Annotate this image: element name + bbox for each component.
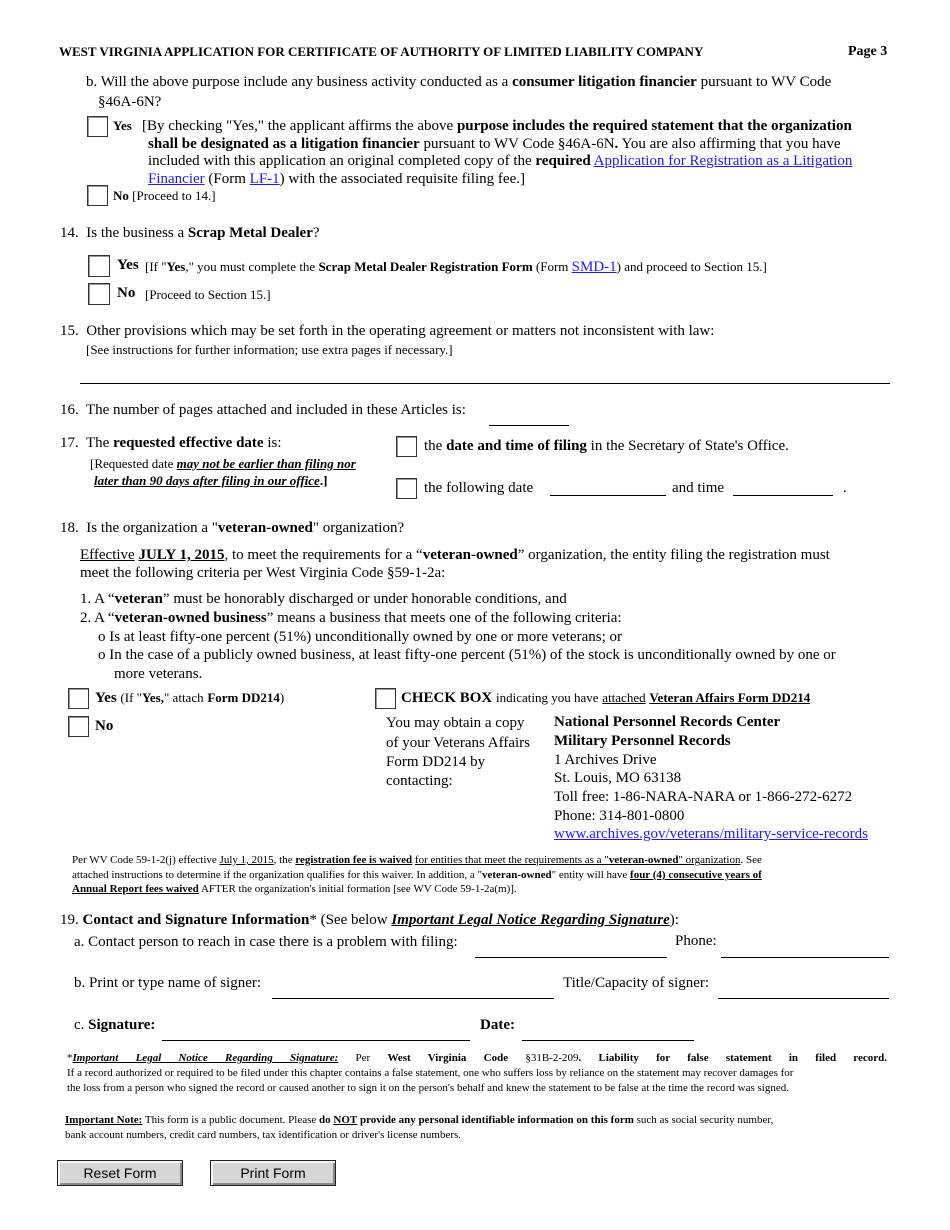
legal-notice-line-2: If a record authorized or required to be filed under this chapter contains a false statement, one who suffers loss by reliance on the statement may recover damages for	[67, 1067, 794, 1079]
q16-question: 16. The number of pages attached and included in these Articles is:	[60, 402, 466, 418]
contact-person-field[interactable]	[475, 957, 667, 958]
q18-criteria-1: 1. A “veteran” must be honorably discharged or under honorable conditions, and	[80, 591, 567, 607]
fee-note-line-2: attached instructions to determine if the organization qualifies for this waiver. In addition, a "veteran-owned" entity will have four (4) consecutive years of	[72, 869, 762, 881]
q17-time-field[interactable]	[733, 495, 833, 496]
q13b-yes-label: Yes	[113, 118, 132, 133]
q18-obtain-4: contacting:	[386, 773, 453, 789]
archives-link[interactable]: www.archives.gov/veterans/military-service-records	[554, 826, 868, 842]
q19-title-label: Title/Capacity of signer:	[563, 975, 710, 991]
q19-title: 19. Contact and Signature Information* (See below Important Legal Notice Regarding Signature):	[60, 912, 679, 928]
signature-field[interactable]	[162, 1040, 470, 1041]
q18-no-label: No	[95, 718, 114, 734]
q15-question: 15. Other provisions which may be set forth in the operating agreement or matters not inconsistent with law:	[60, 323, 715, 339]
q18-yes-checkbox[interactable]	[68, 688, 89, 709]
reset-form-button[interactable]: Reset Form	[57, 1160, 183, 1186]
q18-org-2: Military Personnel Records	[554, 733, 731, 749]
q13b-yes-text-3: included with this application an original completed copy of the required Application for Registration as a Litigation	[148, 153, 853, 169]
q18-obtain-2: of your Veterans Affairs	[386, 735, 530, 751]
q15-input-line[interactable]	[80, 383, 890, 384]
lf1-link[interactable]: LF-1	[249, 171, 280, 187]
q18-question: 18. Is the organization a "veteran-owned" organization?	[60, 520, 405, 536]
q13b-yes-text-1: [By checking "Yes," the applicant affirms the above purpose includes the required statement that the organization	[142, 118, 852, 134]
page-number: Page 3	[848, 44, 888, 59]
legal-notice-line-1: *Important Legal Notice Regarding Signature: Per West Virginia Code §31B-2-209. Liability for false statement in filed record.	[67, 1052, 888, 1064]
q13b-no-text: No [Proceed to 14.]	[113, 188, 216, 203]
q19-signer-label: b. Print or type name of signer:	[74, 975, 262, 991]
q19-signature-label: c. Signature:	[74, 1017, 156, 1033]
q17-option1-text: the date and time of filing in the Secretary of State's Office.	[424, 438, 789, 454]
q18-tollfree: Toll free: 1-86-NARA-NARA or 1-866-272-6272	[554, 789, 853, 805]
q18-obtain-3: Form DD214 by	[386, 754, 486, 770]
q18-criteria-2: 2. A “veteran-owned business” means a business that meets one of the following criteria:	[80, 610, 622, 626]
q18-bullet-2: o In the case of a publicly owned business, at least fifty-one percent (51%) of the stock is unconditionally owned by one or	[98, 647, 836, 663]
q17-note-1: [Requested date may not be earlier than filing nor	[90, 456, 356, 471]
phone-field[interactable]	[721, 957, 889, 958]
q13b-yes-text-2: shall be designated as a litigation financier pursuant to WV Code §46A-6N. You are also affirming that you have	[148, 136, 841, 152]
litigation-financier-link[interactable]: Financier	[148, 171, 205, 187]
q14-no-checkbox[interactable]	[88, 283, 110, 305]
q13b-question: b. Will the above purpose include any business activity conducted as a consumer litigation financier pursuant to WV Code	[86, 74, 832, 90]
signer-title-field[interactable]	[718, 998, 889, 999]
important-note-line-2: bank account numbers, credit card numbers, tax identification or driver's license numbers.	[65, 1129, 462, 1141]
q18-yes-text: Yes (If "Yes," attach Form DD214)	[95, 690, 285, 706]
q18-address-1: 1 Archives Drive	[554, 752, 657, 768]
q17-date-checkbox[interactable]	[396, 478, 417, 499]
q17-filing-checkbox[interactable]	[396, 436, 417, 457]
legal-notice-line-3: the loss from a person who signed the record or caused another to sign it on the person's behalf and knew the statement to be false at the time the record was signed.	[67, 1082, 789, 1094]
q18-dd214-checkbox[interactable]	[375, 688, 396, 709]
q14-no-label: No	[117, 285, 136, 301]
q14-yes-label: Yes	[117, 257, 139, 273]
q15-note: [See instructions for further information; use extra pages if necessary.]	[86, 342, 453, 357]
q17-note-2: later than 90 days after filing in our office.]	[94, 473, 328, 488]
q18-phone: Phone: 314-801-0800	[554, 808, 685, 824]
q19-phone-label: Phone:	[675, 933, 717, 949]
q18-effective-line-2: meet the following criteria per West Virginia Code §59-1-2a:	[80, 565, 446, 581]
q13b-yes-checkbox[interactable]	[87, 116, 108, 137]
smd1-link[interactable]: SMD-1	[571, 259, 617, 275]
q19-date-label: Date:	[480, 1017, 515, 1033]
q18-bullet-2-cont: more veterans.	[114, 666, 203, 682]
q18-check-box-text: CHECK BOX indicating you have attached Veteran Affairs Form DD214	[401, 690, 811, 706]
litigation-application-link[interactable]: Application for Registration as a Litigation	[593, 153, 853, 169]
q13b-yes-text-4: Financier (Form LF-1) with the associated requisite filing fee.]	[148, 171, 525, 187]
q14-yes-text: [If "Yes," you must complete the Scrap Metal Dealer Registration Form (Form SMD-1) and proceed to Section 15.]	[145, 259, 767, 275]
q18-bullet-1: o Is at least fifty-one percent (51%) unconditionally owned by one or more veterans; or	[98, 629, 622, 645]
q14-no-text: [Proceed to Section 15.]	[145, 287, 271, 302]
q18-org-1: National Personnel Records Center	[554, 714, 781, 730]
q17-date-field[interactable]	[550, 495, 666, 496]
q18-effective-line-1: Effective JULY 1, 2015, to meet the requirements for a “veteran-owned” organization, the entity filing the registration must	[80, 547, 830, 563]
fee-note-line-3: Annual Report fees waived AFTER the organization's initial formation [see WV Code 59-1-2a(m)].	[72, 883, 517, 895]
q19-contact-label: a. Contact person to reach in case there is a problem with filing:	[74, 934, 458, 950]
important-note-line-1: Important Note: This form is a public document. Please do NOT provide any personal identifiable information on this form such as social security number,	[65, 1114, 774, 1126]
signer-name-field[interactable]	[272, 998, 554, 999]
q13b-no-checkbox[interactable]	[87, 185, 108, 206]
q14-question: 14. Is the business a Scrap Metal Dealer?	[60, 225, 320, 241]
q16-pages-field[interactable]	[489, 425, 569, 426]
q13b-question-cont: §46A-6N?	[98, 94, 162, 110]
q18-address-2: St. Louis, MO 63138	[554, 770, 682, 786]
q17-period: .	[843, 480, 847, 496]
q18-no-checkbox[interactable]	[68, 716, 89, 737]
fee-note-line-1: Per WV Code 59-1-2(j) effective July 1, 2015, the registration fee is waived for entities that meet the requirements as a "veteran-owned" organization. See	[72, 854, 762, 866]
q17-option2-label: the following date	[424, 480, 534, 496]
q18-obtain-1: You may obtain a copy	[386, 715, 525, 731]
date-field[interactable]	[522, 1040, 694, 1041]
form-title: WEST VIRGINIA APPLICATION FOR CERTIFICATE OF AUTHORITY OF LIMITED LIABILITY COMPANY	[59, 44, 704, 59]
q14-yes-checkbox[interactable]	[88, 255, 110, 277]
q17-time-label: and time	[672, 480, 725, 496]
print-form-button[interactable]: Print Form	[210, 1160, 336, 1186]
q17-question: 17. The requested effective date is:	[60, 435, 282, 451]
